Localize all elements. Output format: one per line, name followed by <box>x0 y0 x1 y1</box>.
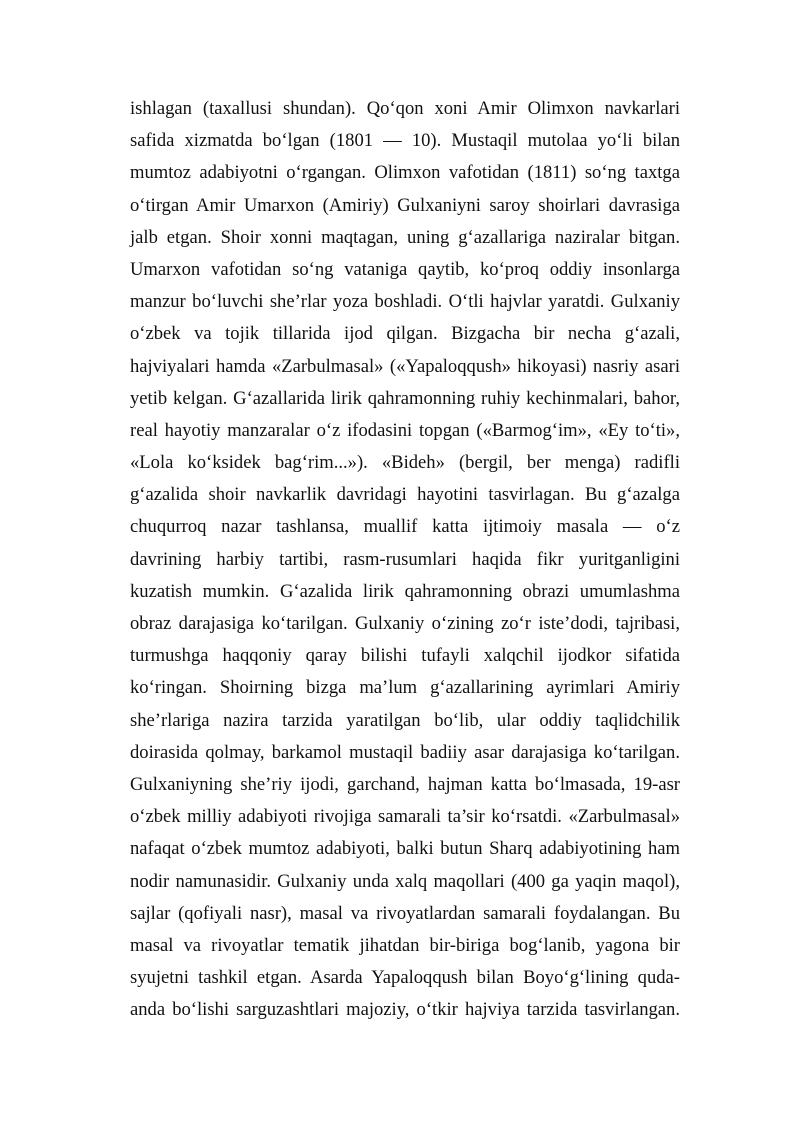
text-line: sajlar (qofiyali nasr), masal va rivoyatlardan samarali foydalangan. Bu <box>130 902 680 924</box>
text-line: «Lola ko‘ksidek bag‘rim...»). «Bideh» (bergil, ber menga) radifli <box>130 452 680 474</box>
text-line: o‘tirgan Amir Umarxon (Amiriy) Gulxaniyni saroy shoirlari davrasiga <box>130 194 680 216</box>
body-text <box>130 93 680 1026</box>
text-line: nodir namunasidir. Gulxaniy unda xalq maqollari (400 ga yaqin maqol), <box>130 870 680 892</box>
text-line: masal va rivoyatlar tematik jihatdan bir-biriga bog‘lanib, yagona bir <box>130 934 680 956</box>
text-line: ko‘ringan. Shoirning bizga ma’lum g‘azallarining ayrimlari Amiriy <box>130 677 680 699</box>
text-line: ishlagan (taxallusi shundan). Qo‘qon xoni Amir Olimxon navkarlari <box>130 98 680 119</box>
text-line: safida xizmatda bo‘lgan (1801 — 10). Mustaqil mutolaa yo‘li bilan <box>130 130 680 152</box>
text-line: Umarxon vafotidan so‘ng vataniga qaytib, ko‘proq oddiy insonlarga <box>130 258 680 280</box>
text-line: jalb etgan. Shoir xonni maqtagan, uning g‘azallariga naziralar bitgan. <box>130 226 680 248</box>
text-line: anda bo‘lishi sarguzashtlari majoziy, o‘tkir hajviya tarzida tasvirlangan. <box>130 999 680 1021</box>
text-line: o‘zbek va tojik tillarida ijod qilgan. Bizgacha bir necha g‘azali, <box>130 323 680 345</box>
text-line: o‘zbek milliy adabiyoti rivojiga samarali ta’sir ko‘rsatdi. «Zarbulmasal» <box>130 806 680 828</box>
text-line: real hayotiy manzaralar o‘z ifodasini topgan («Barmog‘im», «Ey to‘ti», <box>130 419 680 441</box>
text-line: turmushga haqqoniy qaray bilishi tufayli xalqchil ijodkor sifatida <box>130 645 680 667</box>
text-line: syujetni tashkil etgan. Asarda Yapaloqqush bilan Boyo‘g‘lining quda- <box>130 967 680 989</box>
text-line: davrining harbiy tartibi, rasm-rusumlari haqida fikr yuritganligini <box>130 548 680 570</box>
text-line: obraz darajasiga ko‘tarilgan. Gulxaniy o‘zining zo‘r iste’dodi, tajribasi, <box>130 613 680 634</box>
text-line: Gulxaniyning she’riy ijodi, garchand, hajman katta bo‘lmasada, 19-asr <box>130 773 680 795</box>
text-line: chuqurroq nazar tashlansa, muallif katta ijtimoiy masala — o‘z <box>130 516 680 538</box>
text-line: doirasida qolmay, barkamol mustaqil badiiy asar darajasiga ko‘tarilgan. <box>130 741 680 763</box>
text-line: manzur bo‘luvchi she’rlar yoza boshladi. O‘tli hajvlar yaratdi. Gulxaniy <box>130 291 680 313</box>
text-line: g‘azalida shoir navkarlik davridagi hayotini tasvirlagan. Bu g‘azalga <box>130 484 680 506</box>
text-line: hajviyalari hamda «Zarbulmasal» («Yapaloqqush» hikoyasi) nasriy asari <box>130 355 680 377</box>
text-line: mumtoz adabiyotni o‘rgangan. Olimxon vafotidan (1811) so‘ng taxtga <box>130 162 680 184</box>
text-line: yetib kelgan. G‘azallarida lirik qahramonning ruhiy kechinmalari, bahor, <box>130 387 680 409</box>
text-line: nafaqat o‘zbek mumtoz adabiyoti, balki butun Sharq adabiyotining ham <box>130 838 680 860</box>
text-line: kuzatish mumkin. G‘azalida lirik qahramonning obrazi umumlashma <box>130 580 680 602</box>
text-line: she’rlariga nazira tarzida yaratilgan bo‘lib, ular oddiy taqlidchilik <box>130 709 680 731</box>
